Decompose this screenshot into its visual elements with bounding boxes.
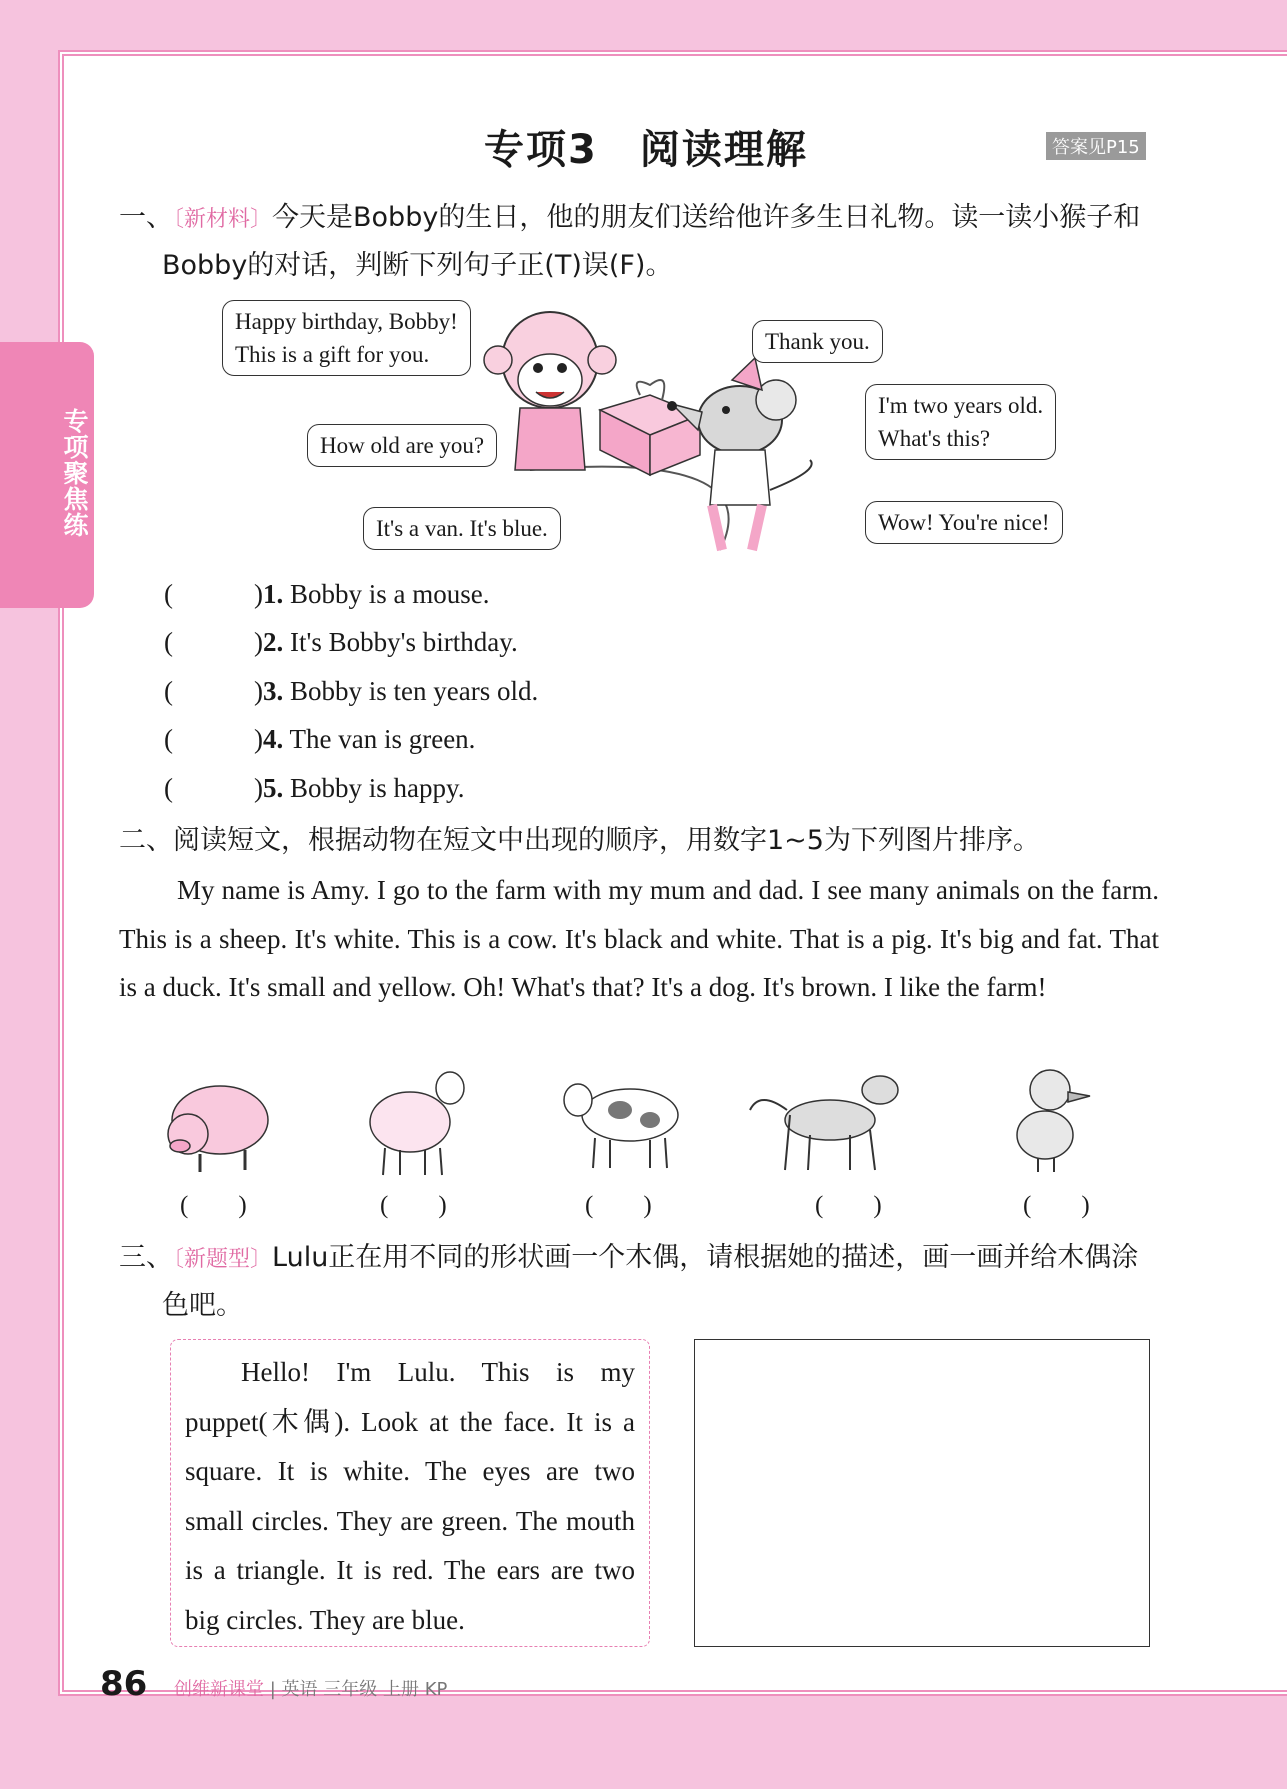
order-blank-duck[interactable]: ( ): [1023, 1192, 1090, 1219]
footer-info: [174, 1675, 447, 1701]
section3-instruction-line2: 色吧。: [162, 1290, 243, 1321]
pig-icon: [168, 1086, 268, 1172]
side-tab-label: 专项聚焦练: [60, 408, 89, 538]
monkey-figure: [484, 312, 616, 470]
lulu-passage-box: [170, 1339, 650, 1647]
page-title: 专项3 阅读理解: [484, 127, 808, 173]
bubble-thank-you: Thank you.: [752, 320, 883, 363]
question-3: [164, 669, 538, 708]
section3-instruction-line1: [119, 1234, 1138, 1284]
question-text: Bobby is happy.: [283, 773, 465, 803]
order-blank-pig[interactable]: ( ): [180, 1192, 247, 1219]
question-number: 3.: [262, 676, 284, 706]
question-2: [164, 620, 518, 659]
section1-instruction-line1: [119, 194, 1140, 244]
answer-blank[interactable]: ( ): [164, 579, 263, 609]
bubble-text: I'm two years old.: [878, 393, 1044, 418]
section3-tag: 〔新题型〕: [173, 1247, 273, 1272]
bubble-text: Happy birthday, Bobby!: [235, 309, 458, 334]
question-text: Bobby is a mouse.: [283, 579, 490, 609]
section2-passage: My name is Amy. I go to the farm with my mum and dad. I see many animals on the farm. This is a sheep. It's white. This is a cow. It's black and white. That is a pig. It's big and fat. That is a duck. It's small and yellow. Oh! What's that? It's a dog. It's brown. I like the farm!: [119, 875, 1159, 1002]
drawing-area[interactable]: [694, 1339, 1150, 1647]
footer-details: 英语 三年级 上册 KP: [281, 1679, 448, 1700]
footer-separator: |: [269, 1679, 276, 1700]
section3-number: 三、: [119, 1242, 173, 1273]
section1-tag: 〔新材料〕: [173, 207, 273, 232]
question-text: The van is green.: [283, 724, 476, 754]
bubble-two-years-old: [865, 384, 1056, 460]
lulu-passage: Hello! I'm Lulu. This is my puppet(木偶). Look at the face. It is a square. It is white. The eyes are two small circles. They are green. The mouth is a triangle. It is red. The ears are two big circles. They are blue.: [185, 1357, 635, 1635]
bubble-how-old: How old are you?: [307, 424, 497, 467]
order-blank-sheep[interactable]: ( ): [380, 1192, 447, 1219]
order-blank-cow[interactable]: ( ): [585, 1192, 652, 1219]
cow-icon: [564, 1084, 678, 1168]
bubble-text: This is a gift for you.: [235, 342, 430, 367]
question-number: 1.: [262, 579, 284, 609]
answer-reference: 答案见P15: [1046, 132, 1146, 160]
section2-instruction: 二、阅读短文，根据动物在短文中出现的顺序，用数字1~5为下列图片排序。: [119, 825, 1040, 856]
question-number: 2.: [262, 627, 284, 657]
bubble-van: It's a van. It's blue.: [363, 507, 561, 550]
answer-blank[interactable]: ( ): [164, 773, 263, 803]
section3-instruction: Lulu正在用不同的形状画一个木偶，请根据她的描述，画一画并给木偶涂: [272, 1242, 1139, 1273]
bubble-happy-birthday: [222, 300, 471, 376]
page-number: 86: [100, 1664, 148, 1704]
bubble-text: What's this?: [878, 426, 991, 451]
side-tab: [0, 342, 94, 608]
question-4: [164, 717, 475, 756]
duck-icon: [1017, 1070, 1090, 1172]
question-number: 5.: [262, 773, 284, 803]
order-blank-dog[interactable]: ( ): [815, 1192, 882, 1219]
question-5: [164, 766, 464, 805]
animal-pictures: [150, 1060, 1150, 1180]
question-number: 4.: [262, 724, 284, 754]
question-text: It's Bobby's birthday.: [283, 627, 518, 657]
sheep-icon: [370, 1072, 464, 1175]
question-text: Bobby is ten years old.: [283, 676, 539, 706]
gift-box-icon: [600, 380, 700, 475]
section1-number: 一、: [119, 202, 173, 233]
section1-instruction: 今天是Bobby的生日，他的朋友们送给他许多生日礼物。读一读小猴子和: [272, 202, 1141, 233]
answer-blank[interactable]: ( ): [164, 724, 263, 754]
section1-instruction-line2: Bobby的对话，判断下列句子正(T)误(F)。: [162, 250, 673, 281]
dog-icon: [750, 1076, 898, 1170]
answer-blank[interactable]: ( ): [164, 676, 263, 706]
answer-blank[interactable]: ( ): [164, 627, 263, 657]
bubble-wow: Wow! You're nice!: [865, 501, 1063, 544]
footer-brand: 创维新课堂: [174, 1679, 264, 1700]
question-1: [164, 572, 489, 611]
